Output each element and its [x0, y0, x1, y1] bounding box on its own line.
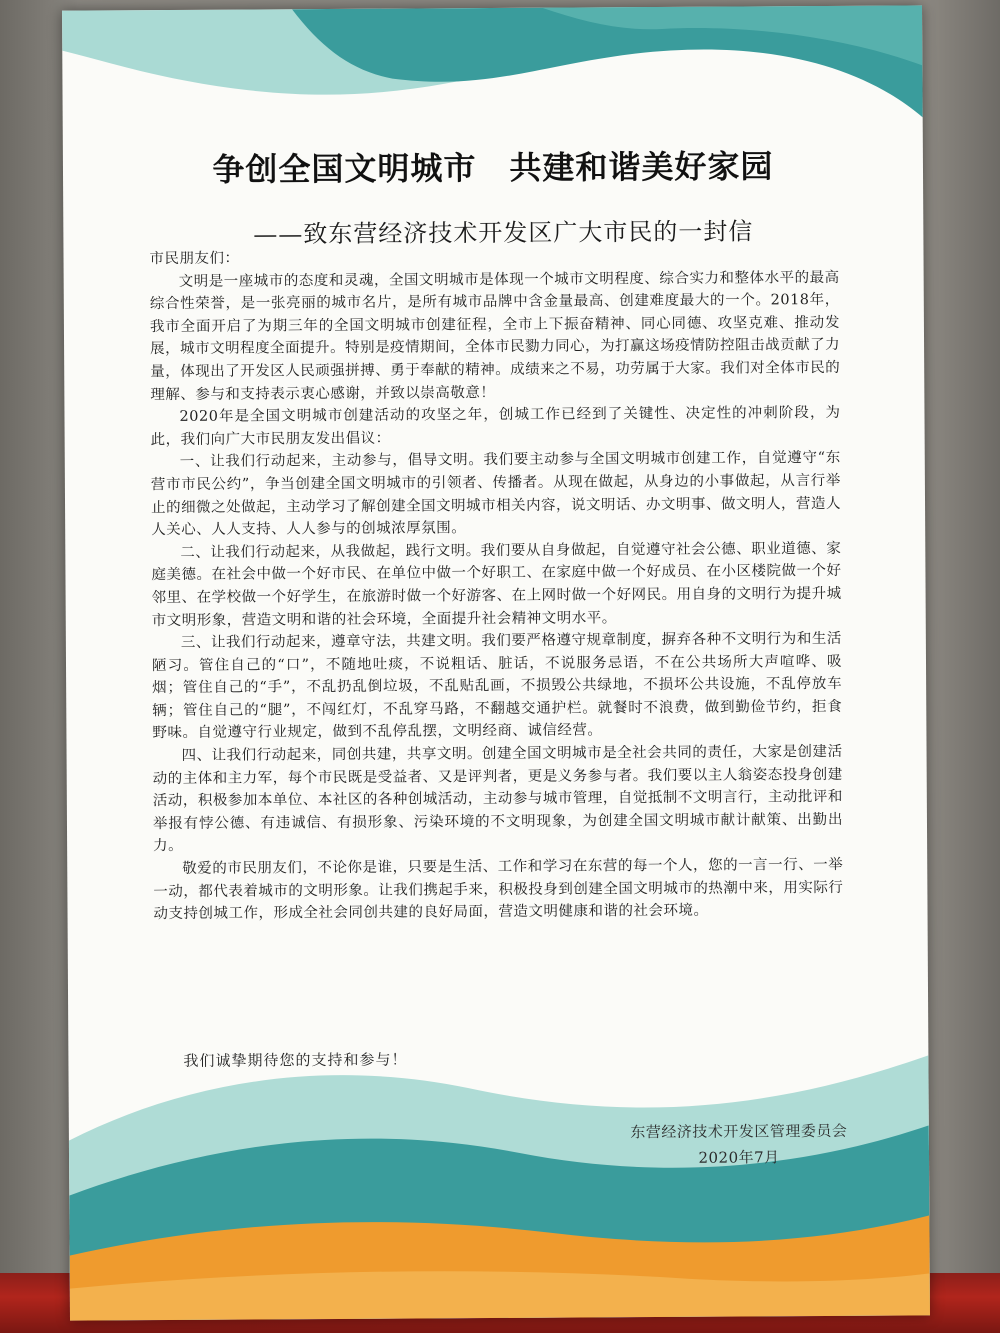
greeting: 市民朋友们： [149, 250, 240, 268]
paragraph: 二、让我们行动起来，从我做起，践行文明。我们要从自身做起，自觉遵守社会公德、职业道德、家庭美德。在社会中做一个好市民、在单位中做一个好职工、在家庭中做一个好成员、在小区楼院做一个好邻里、在学校做一个好学生，在旅游时做一个好游客、在上网时做一个好网民。用自身的文明行为提升城市文明形象，营造文明和谐的社会环境，全面提升社会精神文明水平。 [151, 540, 842, 629]
letter-subtitle: ——致东营经济技术开发区广大市民的一封信 [253, 217, 754, 249]
signature-organization: 东营经济技术开发区管理委员会 [630, 1121, 848, 1142]
paragraph: 文明是一座城市的态度和灵魂，全国文明城市是体现一个城市文明程度、综合实力和整体水平的最高综合性荣誉，是一张亮丽的城市名片，是所有城市品牌中含金量最高、创建难度最大的一个。2018年，我市全面开启了为期三年的全国文明城市创建征程，全市上下振奋精神、同心同德、攻坚克难、推动发展，城市文明程度全面提升。特别是疫情期间，全体市民勠力同心，为打赢这场疫情防控阻击战贡献了力量，体现出了开发区人民顽强拼搏、勇于奉献的精神。成绩来之不易，功劳属于大家。我们对全体市民的理解、参与和支持表示衷心感谢，并致以崇高敬意！ [149, 269, 841, 403]
paragraph: 敬爱的市民朋友们，不论你是谁，只要是生活、工作和学习在东营的每一个人，您的一言一行、一举一动，都代表着城市的文明形象。让我们携起手来，积极投身到创建全国文明城市的热潮中来，用实际行动支持创城工作，形成全社会同创共建的良好局面，营造文明健康和谐的社会环境。 [153, 856, 844, 923]
paragraph: 三、让我们行动起来，遵章守法，共建文明。我们要严格遵守规章制度，摒弃各种不文明行为和生活陋习。管住自己的“口”，不随地吐痰，不说粗话、脏话，不说服务忌语，不在公共场所大声喧哗、吸烟；管住自己的“手”，不乱扔乱倒垃圾，不乱贴乱画，不损毁公共绿地，不损坏公共设施，不乱停放车辆；管住自己的“腿”，不闯红灯，不乱穿马路，不翻越交通护栏。就餐时不浪费，做到勤俭节约，拒食野味。自觉遵守行业规定，做到不乱停乱摆，文明经商、诚信经营。 [151, 630, 843, 742]
letter-paper [62, 5, 930, 1320]
letter-title: 争创全国文明城市 共建和谐美好家园 [212, 147, 774, 189]
letter-body [149, 244, 843, 926]
paragraph: 一、让我们行动起来，主动参与，倡导文明。我们要主动参与全国文明城市创建工作，自觉遵守“东营市市民公约”，争当创建全国文明城市的引领者、传播者。从现在做起，从身边的小事做起，从言行举止的细微之处做起，主动学习了解创建全国文明城市相关内容，说文明话、办文明事、做文明人，营造人人关心、人人支持、人人参与的创城浓厚氛围。 [150, 450, 842, 539]
paragraph: 2020年是全国文明城市创建活动的攻坚之年，创城工作已经到了关键性、决定性的冲刺阶段，为此，我们向广大市民朋友发出倡议： [150, 405, 841, 448]
top-wave-decoration [62, 5, 923, 150]
signature-block [609, 1118, 869, 1172]
closing-line: 我们诚挚期待您的支持和参与！ [183, 1050, 408, 1070]
paragraph: 四、让我们行动起来，同创共建，共享文明。创建全国文明城市是全社会共同的责任，大家是创建活动的主体和主力军，每个市民既是受益者、又是评判者，更是义务参与者。我们要以主人翁姿态投身创建活动，积极参加本单位、本社区的各种创城活动，主动参与城市管理，自觉抵制不文明言行，主动批评和举报有悖公德、有违诚信、有损形象、污染环境的不文明现象，为创建全国文明城市献计献策、出勤出力。 [152, 743, 844, 855]
signature-date: 2020年7月 [698, 1148, 780, 1167]
